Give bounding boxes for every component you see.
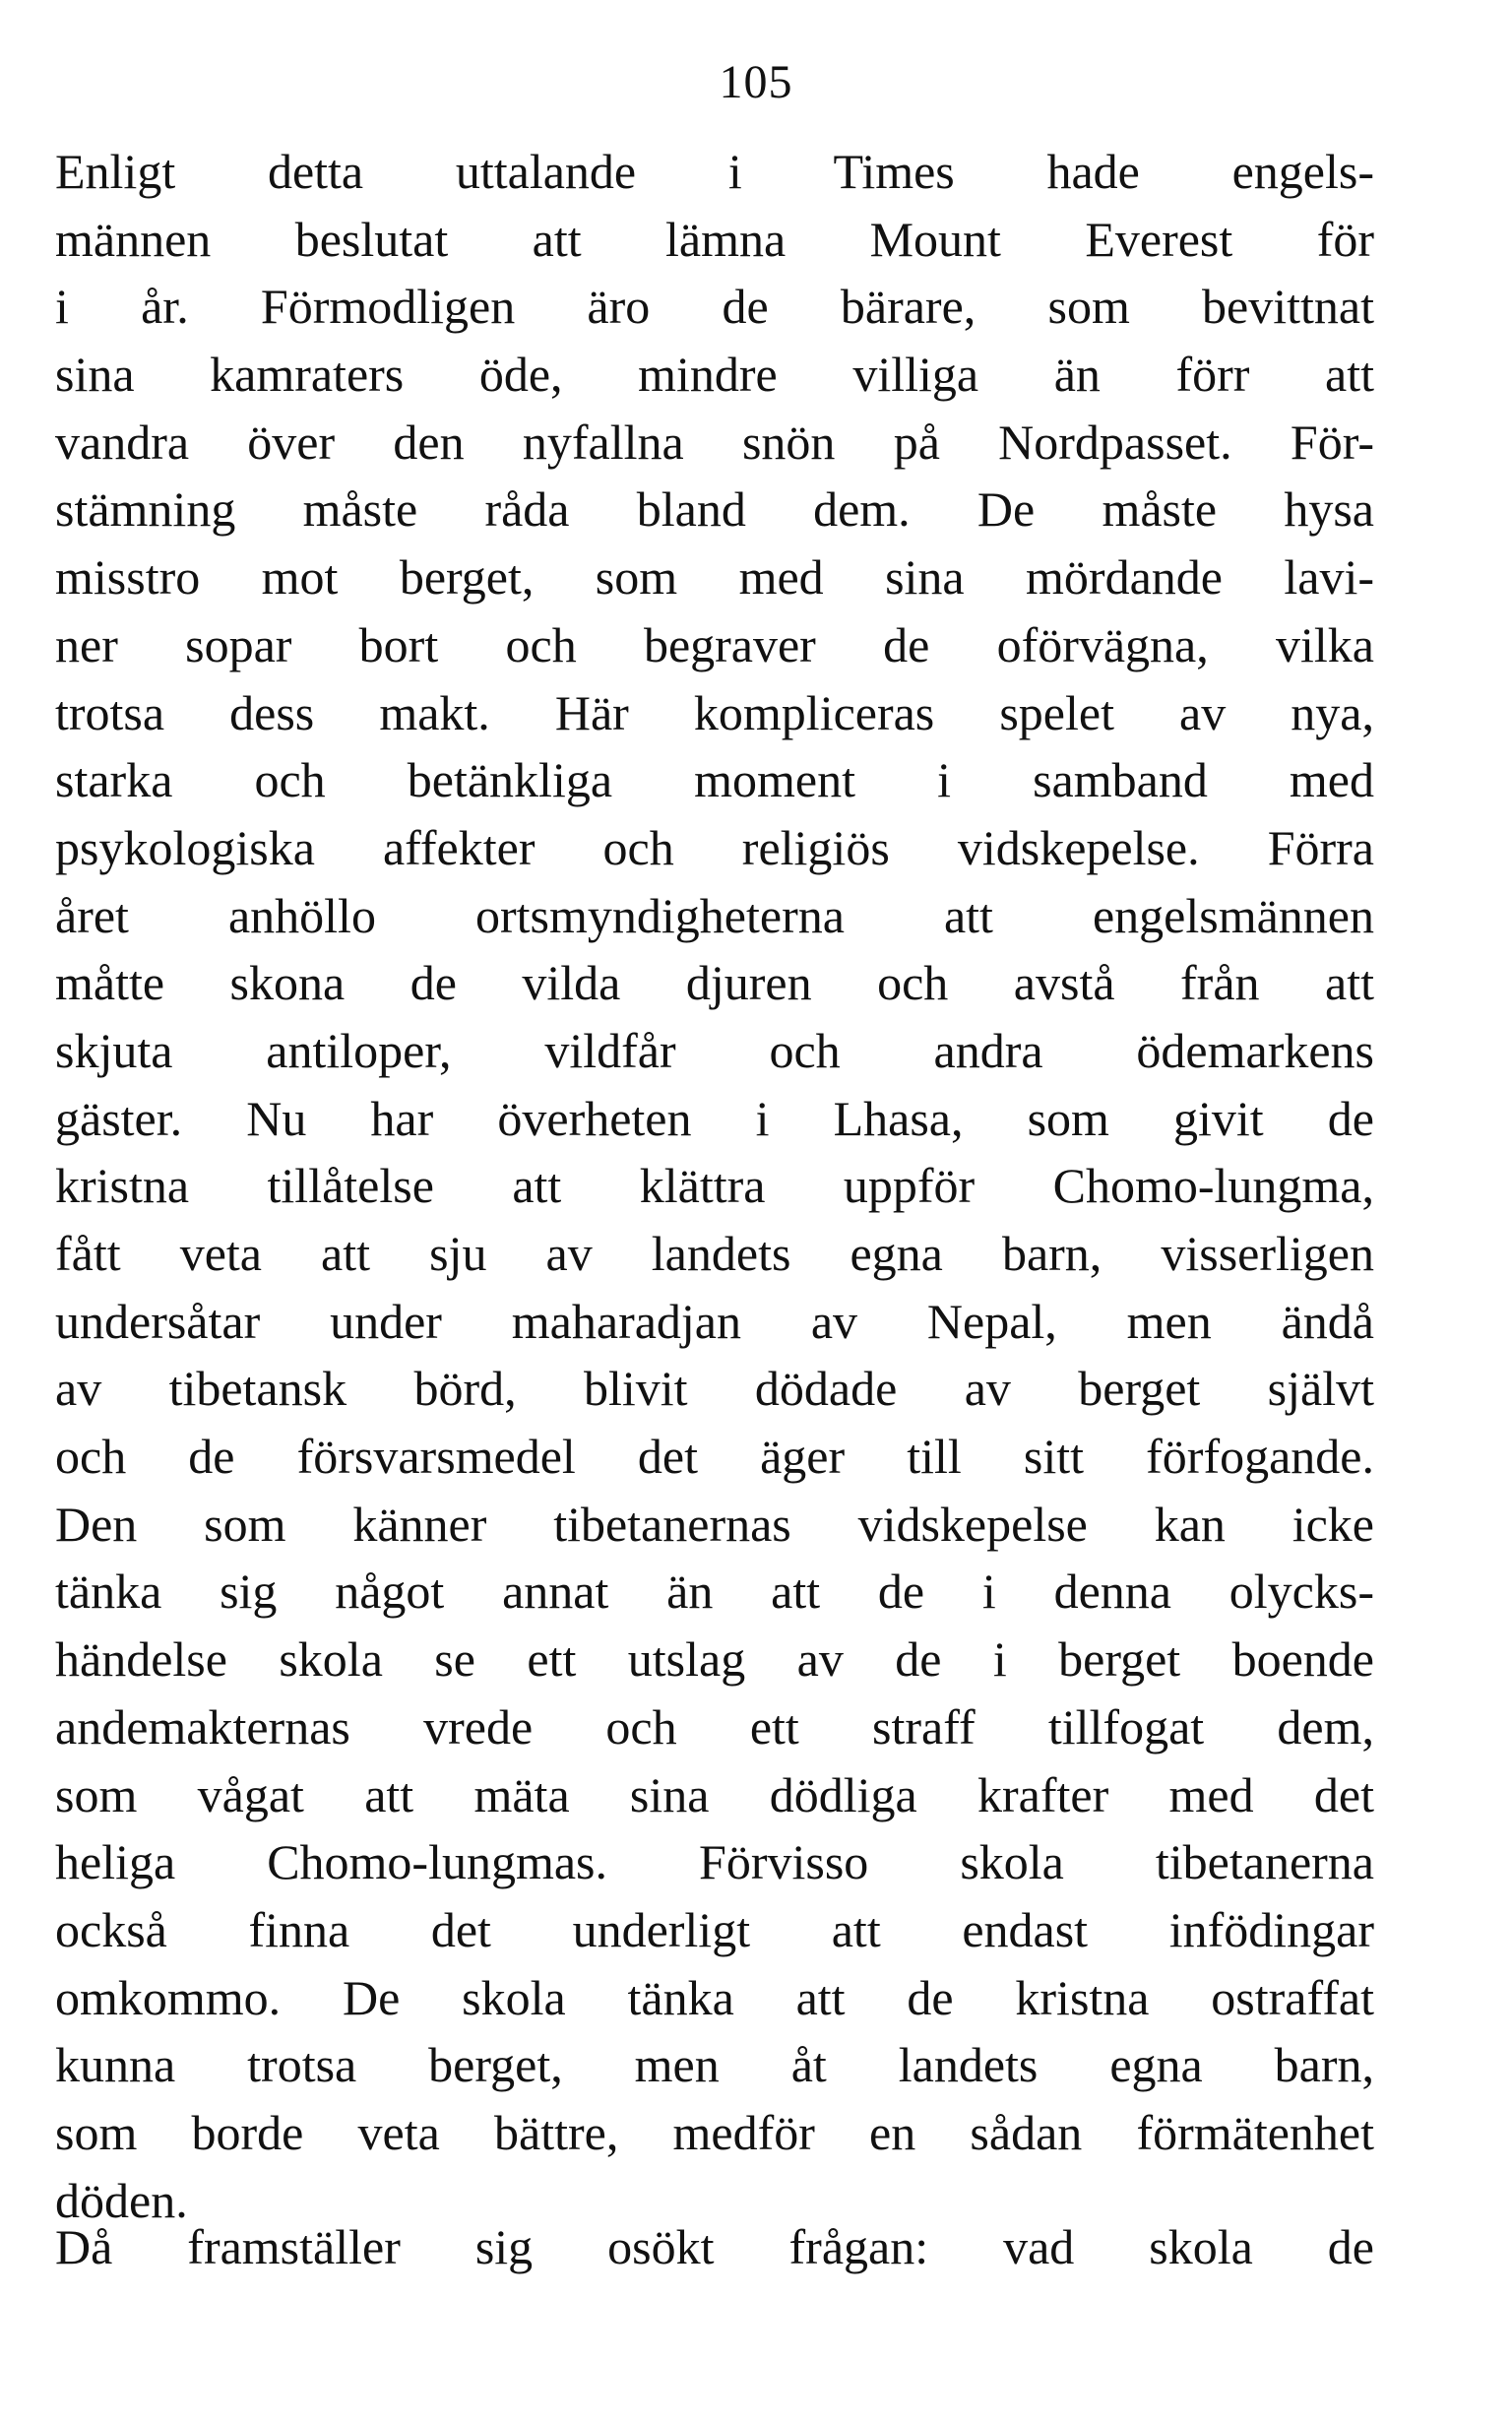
text-line: männen beslutat att lämna Mount Everest för [55, 211, 1374, 267]
paragraph-2 [55, 2213, 1374, 2281]
text-line: kristna tillåtelse att klättra uppför Chomo-lungma, [55, 1158, 1374, 1214]
text-line: fått veta att sju av landets egna barn, visserligen [55, 1226, 1374, 1281]
text-line: i år. Förmodligen äro de bärare, som bevittnat [55, 279, 1374, 335]
text-line: tänka sig något annat än att de i denna olycks- [55, 1564, 1374, 1620]
text-line: skjuta antiloper, vildfår och andra ödemarkens [55, 1022, 1374, 1078]
text-line: som borde veta bättre, medför en sådan förmätenhet [55, 2104, 1374, 2160]
text-line: kunna trotsa berget, men åt landets egna barn, [55, 2037, 1374, 2093]
text-line: gäster. Nu har överheten i Lhasa, som givit de [55, 1090, 1374, 1146]
text-line: psykologiska affekter och religiös vidskepelse. Förra [55, 819, 1374, 875]
text-line: som vågat att mäta sina dödliga krafter med det [55, 1766, 1374, 1822]
text-line: av tibetansk börd, blivit dödade av berget självt [55, 1361, 1374, 1417]
text-line: stämning måste råda bland dem. De måste hysa [55, 481, 1374, 538]
text-line: undersåtar under maharadjan av Nepal, men ändå [55, 1293, 1374, 1349]
text-line: ner sopar bort och begraver de oförvägna, vilka [55, 616, 1374, 672]
paragraph-1 [55, 138, 1374, 2234]
text-line: omkommo. De skola tänka att de kristna ostraffat [55, 1969, 1374, 2025]
text-line-last: döden. [55, 2172, 188, 2228]
text-line: heliga Chomo-lungmas. Förvisso skola tibetanerna [55, 1834, 1374, 1890]
text-line: Då framställer sig osökt frågan: vad skola de [55, 2219, 1374, 2274]
text-line: måtte skona de vilda djuren och avstå från att [55, 955, 1374, 1011]
text-line: trotsa dess makt. Här kompliceras spelet av nya, [55, 684, 1374, 740]
text-line: vandra över den nyfallna snön på Nordpasset. För- [55, 414, 1374, 470]
text-line: starka och betänkliga moment i samband med [55, 752, 1374, 808]
text-line: Den som känner tibetanernas vidskepelse kan icke [55, 1496, 1374, 1552]
text-line: året anhöllo ortsmyndigheterna att engelsmännen [55, 887, 1374, 943]
text-line: också finna det underligt att endast infödingar [55, 1901, 1374, 1957]
text-line: händelse skola se ett utslag av de i berget boende [55, 1631, 1374, 1688]
text-line: Enligt detta uttalande i Times hade engels- [55, 144, 1374, 199]
text-line: misstro mot berget, som med sina mördande lavi- [55, 549, 1374, 606]
text-line: och de försvarsmedel det äger till sitt förfogande. [55, 1429, 1374, 1485]
text-line: andemakternas vrede och ett straff tillfogat dem, [55, 1698, 1374, 1755]
text-line: sina kamraters öde, mindre villiga än förr att [55, 347, 1374, 403]
page-number: 105 [719, 56, 793, 108]
